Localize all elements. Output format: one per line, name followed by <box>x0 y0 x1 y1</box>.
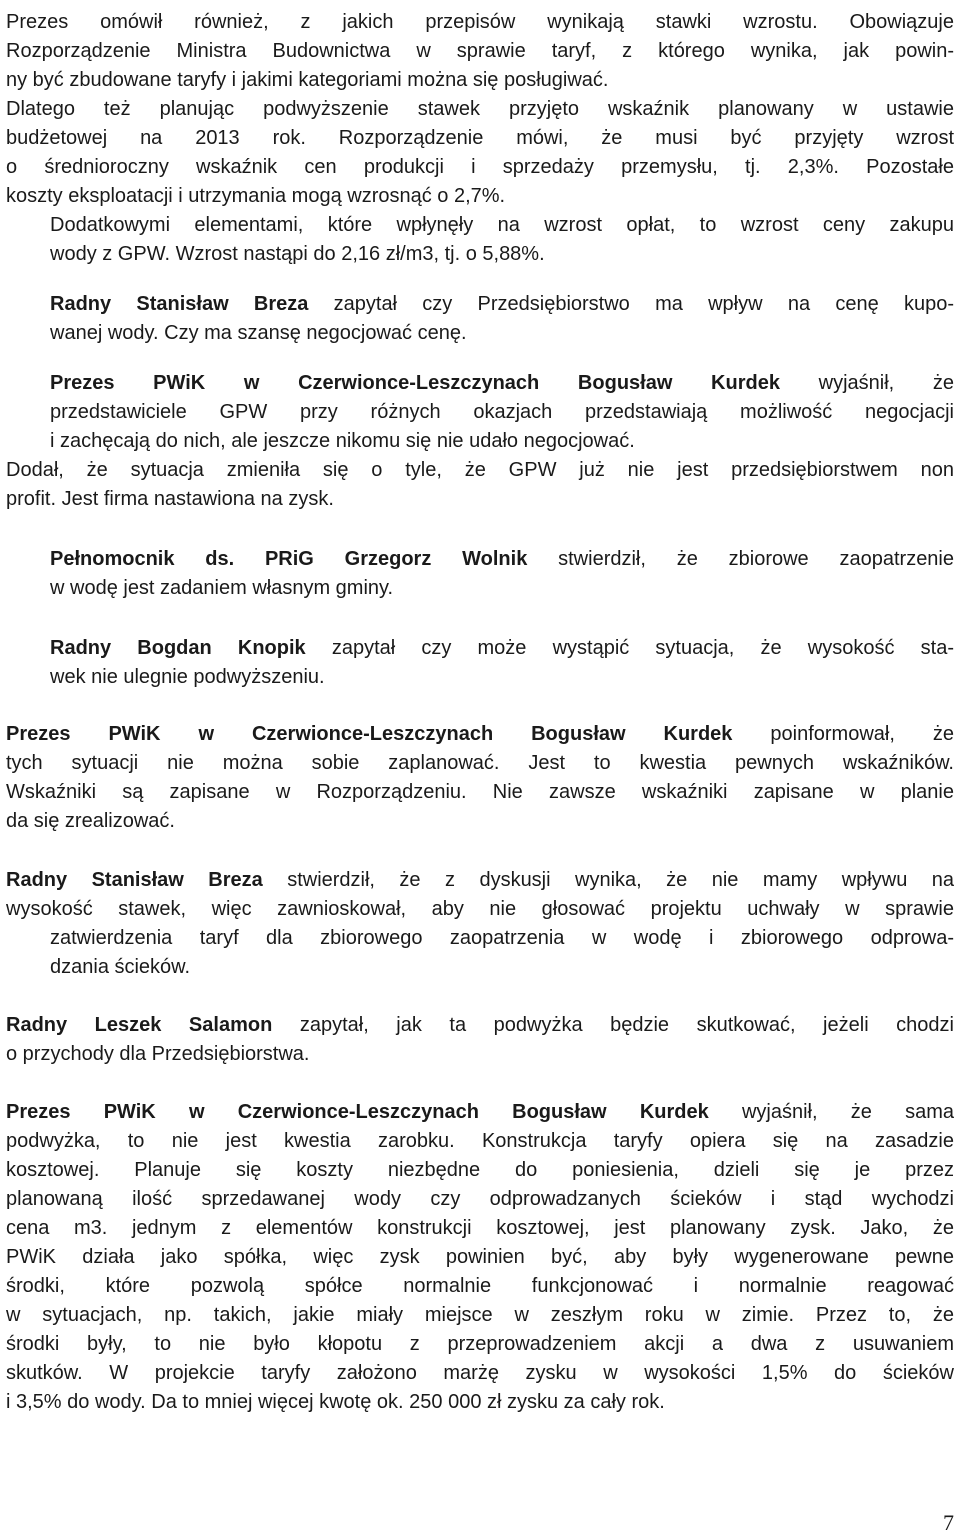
line-text: stwierdził, że zbiorowe zaopatrzenie <box>527 548 954 570</box>
line-text: planowaną ilość sprzedawanej wody czy odprowadzanych ścieków i stąd wychodzi <box>6 1188 954 1210</box>
text-line <box>6 1127 954 1156</box>
speaker-name: Pełnomocnik ds. PRiG Grzegorz Wolnik <box>50 548 528 570</box>
line-text: zapytał czy może wystąpić sytuacja, że wysokość sta- <box>305 637 954 659</box>
text-line <box>6 1040 954 1069</box>
line-text: wyjaśnił, że <box>779 372 954 394</box>
text-line <box>6 8 954 37</box>
line-text: o średnioroczny wskaźnik cen produkcji i sprzedaży przemysłu, tj. 2,3%. Pozostałe <box>6 156 954 178</box>
text-line <box>6 124 954 153</box>
speaker-name: Prezes PWiK w Czerwionce-Leszczynach Bogusław Kurdek <box>6 723 733 745</box>
line-text: przedstawiciele GPW przy różnych okazjach przedstawiają możliwość negocjacji <box>50 401 954 423</box>
line-text: i 3,5% do wody. Da to mniej więcej kwotę ok. 250 000 zł zysku za cały rok. <box>6 1391 665 1413</box>
text-line <box>6 1388 954 1417</box>
speaker-name: Prezes PWiK w Czerwionce-Leszczynach Bogusław Kurdek <box>6 1101 709 1123</box>
text-line <box>50 211 954 240</box>
line-text: budżetowej na 2013 rok. Rozporządzenie mówi, że musi być przyjęty wzrost <box>6 127 954 149</box>
text-line <box>50 545 954 574</box>
text-line <box>6 749 954 778</box>
line-text: zapytał czy Przedsiębiorstwo ma wpływ na cenę kupo- <box>308 293 954 315</box>
text-line <box>6 1243 954 1272</box>
speaker-name: Radny Stanisław Breza <box>6 869 263 891</box>
line-text: Dlatego też planując podwyższenie stawek przyjęto wskaźnik planowany w ustawie <box>6 98 954 120</box>
text-line <box>50 663 954 692</box>
text-line <box>50 369 954 398</box>
line-text: tych sytuacji nie można sobie zaplanować. Jest to kwestia pewnych wskaźników. <box>6 752 954 774</box>
text-line <box>6 1156 954 1185</box>
text-line <box>6 1098 954 1127</box>
line-text: Dodał, że sytuacja zmieniła się o tyle, że GPW już nie jest przedsiębiorstwem non <box>6 459 954 481</box>
line-text: kosztowej. Planuje się koszty niezbędne do poniesienia, dzieli się je przez <box>6 1159 954 1181</box>
line-text: wody z GPW. Wzrost nastąpi do 2,16 zł/m3, tj. o 5,88%. <box>50 243 545 265</box>
speaker-name: Radny Stanisław Breza <box>50 293 309 315</box>
text-line <box>6 66 954 95</box>
line-text: w sytuacjach, np. takich, jakie miały miejsce w zeszłym roku w zimie. Przez to, że <box>6 1304 954 1326</box>
text-line <box>6 37 954 66</box>
speaker-name: Radny Bogdan Knopik <box>50 637 306 659</box>
line-text: Rozporządzenie Ministra Budownictwa w sprawie taryf, z którego wynika, jak powin- <box>6 40 954 62</box>
line-text: w wodę jest zadaniem własnym gminy. <box>50 577 394 599</box>
line-text: środki, które pozwolą spółce normalnie funkcjonować i normalnie reagować <box>6 1275 954 1297</box>
text-line <box>50 953 954 982</box>
line-text: stwierdził, że z dyskusji wynika, że nie mamy wpływu na <box>262 869 954 891</box>
text-line <box>6 182 954 211</box>
text-line <box>50 319 954 348</box>
text-line <box>6 456 954 485</box>
line-text: wek nie ulegnie podwyższeniu. <box>50 666 325 688</box>
line-text: wanej wody. Czy ma szansę negocjować cenę. <box>50 322 467 344</box>
line-text: i zachęcają do nich, ale jeszcze nikomu się nie udało negocjować. <box>50 430 635 452</box>
line-text: skutków. W projekcie taryfy założono marżę zysku w wysokości 1,5% do ścieków <box>6 1362 954 1384</box>
page-number: 7 <box>943 1510 954 1535</box>
line-text: środki były, to nie było kłopotu z przeprowadzeniem akcji a dwa z usuwaniem <box>6 1333 954 1355</box>
line-text: zapytał, jak ta podwyżka będzie skutkować, jeżeli chodzi <box>272 1014 954 1036</box>
line-text: zatwierdzenia taryf dla zbiorowego zaopatrzenia w wodę i zbiorowego odprowa- <box>50 927 954 949</box>
text-line <box>50 427 954 456</box>
text-line <box>6 1359 954 1388</box>
text-line <box>6 1185 954 1214</box>
line-text: wysokość stawek, więc zawnioskował, aby nie głosować projektu uchwały w sprawie <box>6 898 954 920</box>
text-line <box>50 290 954 319</box>
text-line <box>6 895 954 924</box>
text-line <box>6 1011 954 1040</box>
line-text: profit. Jest firma nastawiona na zysk. <box>6 488 334 510</box>
text-line <box>6 720 954 749</box>
line-text: dzania ścieków. <box>50 956 191 978</box>
text-line <box>6 485 954 514</box>
line-text: podwyżka, to nie jest kwestia zarobku. Konstrukcja taryfy opiera się na zasadzie <box>6 1130 954 1152</box>
text-line <box>6 866 954 895</box>
line-text: poinformował, że <box>732 723 954 745</box>
line-text: wyjaśnił, że sama <box>708 1101 954 1123</box>
speaker-name: Prezes PWiK w Czerwionce-Leszczynach Bogusław Kurdek <box>50 372 780 394</box>
text-line <box>6 778 954 807</box>
text-line <box>50 924 954 953</box>
text-line <box>6 1330 954 1359</box>
text-line <box>6 1301 954 1330</box>
text-line <box>6 95 954 124</box>
text-line <box>6 1214 954 1243</box>
line-text: koszty eksploatacji i utrzymania mogą wzrosnąć o 2,7%. <box>6 185 506 207</box>
text-line <box>50 574 954 603</box>
text-line <box>50 240 954 269</box>
line-text: Dodatkowymi elementami, które wpłynęły na wzrost opłat, to wzrost ceny zakupu <box>50 214 954 236</box>
line-text: Wskaźniki są zapisane w Rozporządzeniu. Nie zawsze wskaźniki zapisane w planie <box>6 781 954 803</box>
line-text: cena m3. jednym z elementów konstrukcji kosztowej, jest planowany zysk. Jako, że <box>6 1217 954 1239</box>
text-line <box>6 807 954 836</box>
line-text: da się zrealizować. <box>6 810 175 832</box>
speaker-name: Radny Leszek Salamon <box>6 1014 273 1036</box>
line-text: Prezes omówił również, z jakich przepisów wynikają stawki wzrostu. Obowiązuje <box>6 11 954 33</box>
line-text: ny być zbudowane taryfy i jakimi kategoriami można się posługiwać. <box>6 69 609 91</box>
line-text: o przychody dla Przedsiębiorstwa. <box>6 1043 310 1065</box>
line-text: PWiK działa jako spółka, więc zysk powinien być, aby były wygenerowane pewne <box>6 1246 954 1268</box>
text-line <box>50 398 954 427</box>
text-line <box>6 1272 954 1301</box>
text-line <box>6 153 954 182</box>
text-line <box>50 634 954 663</box>
